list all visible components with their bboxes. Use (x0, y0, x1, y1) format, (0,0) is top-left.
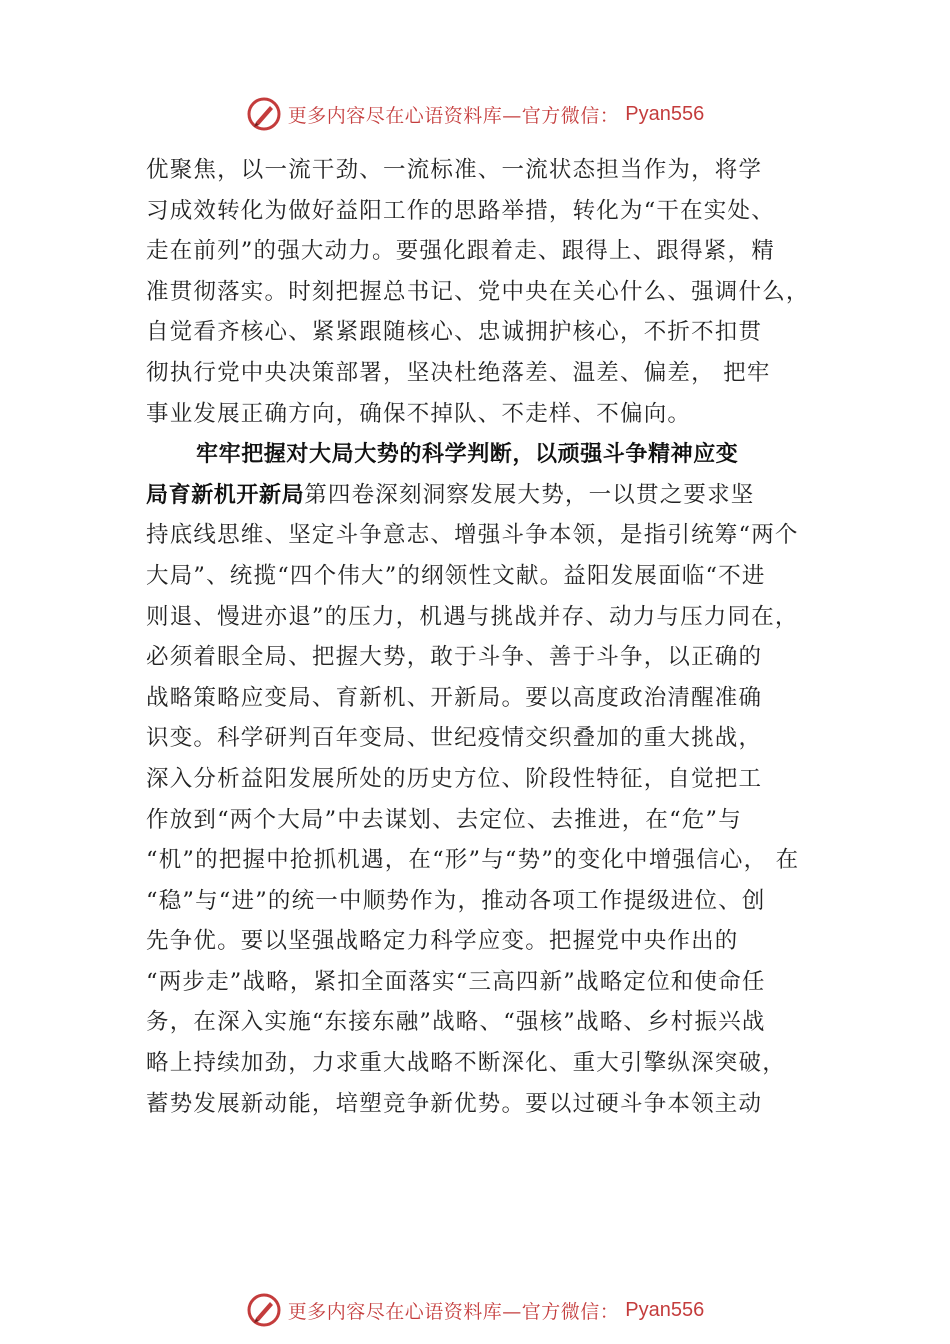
text-line (146, 272, 836, 313)
text-line (146, 637, 836, 678)
paragraph-text: 必须着眼全局、把握大势，敢于斗争、善于斗争，以正确的 (146, 644, 763, 671)
text-line (146, 881, 836, 922)
pen-circle-logo-icon (246, 1292, 282, 1328)
footer-banner (0, 1290, 950, 1330)
paragraph-text: 事业发展正确方向，确保不掉队、不走样、不偏向。 (146, 400, 692, 427)
text-line (146, 231, 836, 272)
header-wechat-id: Pyan556 (625, 102, 705, 125)
text-line (146, 597, 836, 638)
header-text: 更多内容尽在心语资料库—官方微信： (287, 104, 620, 127)
paragraph-text: 深入分析益阳发展所处的历史方位、阶段性特征，自觉把工 (146, 765, 763, 792)
paragraph-text: 彻执行党中央决策部署，坚决杜绝落差、温差、偏差， 把牢 (146, 359, 771, 386)
text-line (146, 1002, 836, 1043)
section-heading: 局育新机开新局 (146, 482, 305, 508)
paragraph-text: 识变。科学研判百年变局、世纪疫情交织叠加的重大挑战， (146, 725, 763, 752)
text-line (146, 678, 836, 719)
text-line (146, 800, 836, 841)
paragraph-text: 则退、慢进亦退”的压力，机遇与挑战并存、动力与压力同在， (146, 603, 799, 630)
paragraph-text: 蓄势发展新动能，培塑竞争新优势。要以过硬斗争本领主动 (146, 1090, 763, 1117)
paragraph-text: 持底线思维、坚定斗争意志、增强斗争本领，是指引统筹“两个 (146, 522, 799, 549)
header-banner (0, 94, 950, 134)
text-line (146, 475, 836, 516)
text-line (146, 150, 836, 191)
paragraph-text: 作放到“两个大局”中去谋划、去定位、去推进，在“危”与 (146, 806, 742, 833)
text-line (146, 840, 836, 881)
text-line (146, 962, 836, 1003)
paragraph-text: 第四卷深刻洞察发展大势，一以贯之要求坚 (304, 481, 755, 508)
text-line (146, 556, 836, 597)
paragraph-text: “稳”与“进”的统一中顺势作为，推动各项工作提级进位、创 (146, 887, 766, 914)
paragraph-text: 习成效转化为做好益阳工作的思路举措，转化为“干在实处、 (146, 197, 775, 224)
text-line (146, 353, 836, 394)
paragraph-text: 务，在深入实施“东接东融”战略、“强核”战略、乡村振兴战 (146, 1009, 766, 1036)
paragraph-text: “两步走”战略，紧扣全面落实“三高四新”战略定位和使命任 (146, 968, 766, 995)
paragraph-text: 自觉看齐核心、紧紧跟随核心、忠诚拥护核心，不折不扣贯 (146, 319, 763, 346)
paragraph-text: 略上持续加劲，力求重大战略不断深化、重大引擎纵深突破， (146, 1050, 786, 1077)
text-line (146, 434, 836, 475)
paragraph-text: “机”的把握中抢抓机遇，在“形”与“势”的变化中增强信心， 在 (146, 847, 800, 874)
paragraph-text: 战略策略应变局、育新机、开新局。要以高度政治清醒准确 (146, 684, 763, 711)
text-line (146, 394, 836, 435)
pen-circle-logo-icon (246, 96, 282, 132)
text-line (146, 718, 836, 759)
text-line (146, 191, 836, 232)
text-line (146, 921, 836, 962)
document-body (146, 150, 836, 1124)
text-line (146, 515, 836, 556)
footer-wechat-id: Pyan556 (625, 1298, 705, 1321)
text-line (146, 759, 836, 800)
paragraph-text: 先争优。要以坚强战略定力科学应变。把握党中央作出的 (146, 928, 739, 955)
text-line (146, 1084, 836, 1125)
paragraph-text: 大局”、统揽“四个伟大”的纲领性文献。益阳发展面临“不进 (146, 562, 766, 589)
paragraph-text: 准贯彻落实。时刻把握总书记、党中央在关心什么、强调什么， (146, 278, 810, 305)
paragraph-text: 走在前列”的强大动力。要强化跟着走、跟得上、跟得紧，精 (146, 238, 775, 265)
text-line (146, 1043, 836, 1084)
text-line (146, 312, 836, 353)
section-heading: 牢牢把握对大局大势的科学判断，以顽强斗争精神应变 (196, 442, 739, 468)
paragraph-text: 优聚焦，以一流干劲、一流标准、一流状态担当作为，将学 (146, 157, 763, 183)
footer-text: 更多内容尽在心语资料库—官方微信： (287, 1300, 620, 1323)
